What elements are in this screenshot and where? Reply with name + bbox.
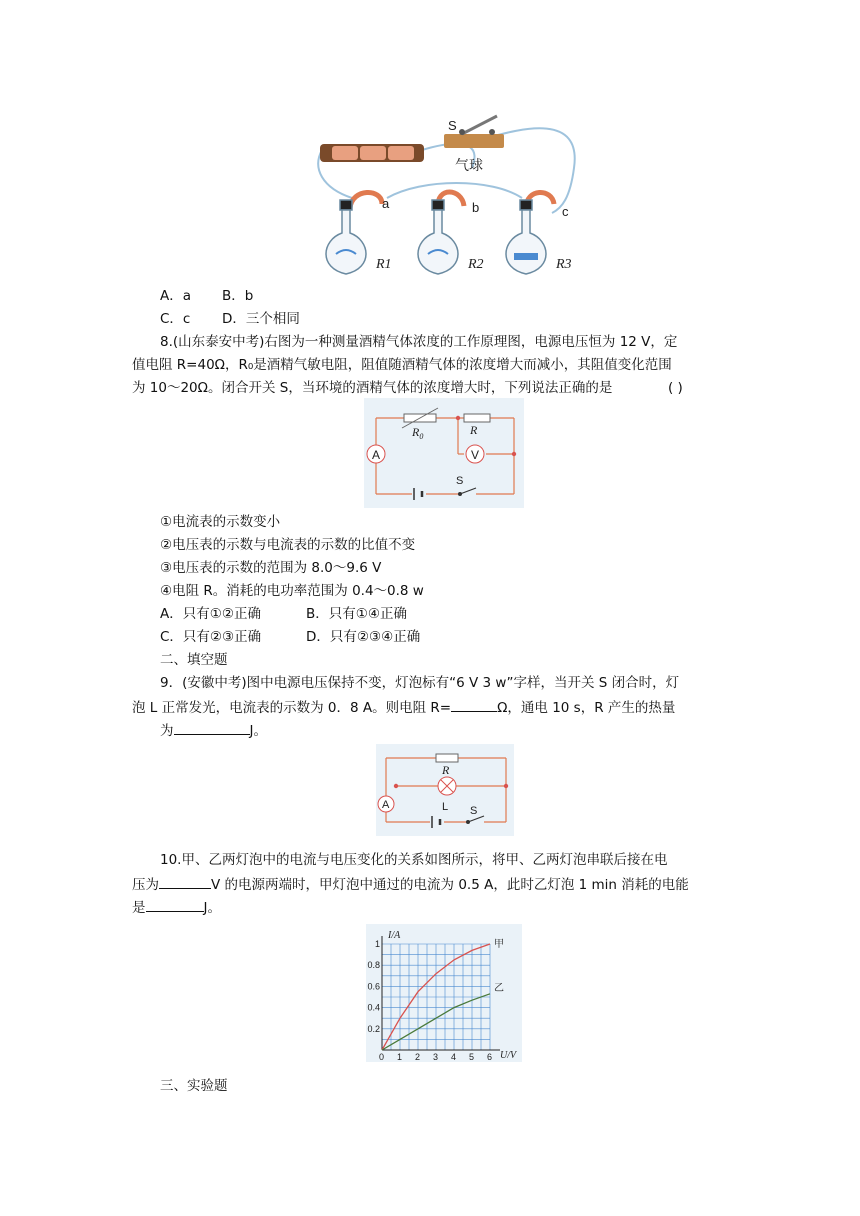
q8-stem-line2: 值电阻 R=40Ω，R₀是酒精气敏电阻，阻值随酒精气体的浓度增大而减小，其阻值变化范围 [132, 357, 672, 373]
q10-stem-line3-b: J。 [203, 900, 221, 916]
x-tick-label: 2 [415, 1052, 421, 1062]
q8-stem-line3: 为 10～20Ω。闭合开关 S，当环境的酒精气体的浓度增大时，下列说法正确的是 [132, 380, 613, 396]
q8-voltmeter-label: V [471, 448, 480, 462]
q8-option-a: A．只有①②正确 [160, 606, 261, 622]
q9-stem-line1: 9．(安徽中考)图中电源电压保持不变，灯泡标有“6 V 3 w”字样，当开关 S 闭合时，灯 [160, 675, 680, 691]
q9-stem-line2-b: Ω，通电 10 s，R 产生的热量 [497, 700, 676, 716]
q10-chart [366, 924, 522, 1062]
q9-ammeter-label: A [382, 799, 390, 811]
q7-figure [312, 108, 582, 280]
q7-option-c: C．c [160, 311, 191, 327]
x-tick-label: 6 [487, 1052, 493, 1062]
q10-stem-line1: 10.甲、乙两灯泡中的电流与电压变化的关系如图所示，将甲、乙两灯泡串联后接在电 [160, 852, 668, 868]
q7-option-b: B．b [222, 288, 254, 304]
q9-switch-label: S [470, 805, 478, 817]
q9-r-label: R [442, 763, 450, 777]
q9-blank-resistance[interactable] [451, 696, 497, 712]
q8-statement-3: ③电压表的示数的范围为 8.0～9.6 V [160, 560, 382, 576]
x-tick-label: 3 [433, 1052, 439, 1062]
q8-answer-bracket: ( ) [668, 380, 683, 396]
q7-switch-label: S [448, 118, 457, 133]
chart-x-axis-label: U/V [500, 1050, 517, 1061]
q8-statement-2: ②电压表的示数与电流表的示数的比值不变 [160, 537, 416, 553]
q9-stem-line3-a: 为 [160, 723, 174, 739]
q8-ammeter-label: A [372, 448, 381, 462]
section-3-heading: 三、实验题 [160, 1078, 228, 1094]
chart-grid [382, 944, 490, 1050]
chart-y-axis-label: I/A [388, 930, 401, 941]
section-2-heading: 二、填空题 [160, 652, 228, 668]
q9-stem-line2-a: 泡 L 正常发光，电流表的示数为 0．8 A。则电阻 R= [132, 700, 452, 716]
x-tick-label: 5 [469, 1052, 475, 1062]
q9-blank-heat[interactable] [174, 719, 250, 735]
q10-stem-line2-a: 压为 [132, 877, 159, 893]
q8-statement-1: ①电流表的示数变小 [160, 514, 281, 530]
y-tick-label: 1 [374, 939, 380, 949]
q8-statement-4: ④电阻 R。消耗的电功率范围为 0.4～0.8 w [160, 583, 424, 599]
y-tick-label: 0.6 [367, 981, 380, 992]
y-tick-label: 0.2 [367, 1023, 380, 1034]
q8-r0-label: $R_0$ [412, 425, 424, 441]
q9-stem-line2 [132, 696, 675, 718]
q7-option-d: D．三个相同 [222, 311, 300, 327]
x-tick-label: 4 [451, 1052, 457, 1062]
q10-blank-voltage[interactable] [159, 873, 211, 889]
q10-blank-energy[interactable] [146, 896, 204, 912]
series-label-yi: 乙 [494, 982, 504, 994]
q9-lamp-label: L [442, 801, 449, 813]
q8-option-c: C．只有②③正确 [160, 629, 262, 645]
q8-option-b: B．只有①④正确 [306, 606, 407, 622]
q7-wire-label-b: b [472, 200, 480, 215]
q9-stem-line3 [160, 719, 267, 741]
x-tick-label: 0 [379, 1052, 385, 1062]
q9-stem-line3-b: J。 [249, 723, 267, 739]
q7-r1-label: R1 [376, 257, 392, 272]
q8-option-d: D．只有②③④正确 [306, 629, 421, 645]
q7-r2-label: R2 [468, 257, 484, 272]
q7-r3-label: R3 [556, 257, 572, 272]
q8-r-label: R [470, 423, 478, 437]
q7-balloon-label: 气球 [455, 158, 483, 174]
series-label-jia: 甲 [494, 939, 504, 950]
q8-switch-label: S [456, 475, 464, 487]
y-tick-label: 0.4 [367, 1002, 380, 1013]
q10-stem-line2-b: V 的电源两端时，甲灯泡中通过的电流为 0.5 A，此时乙灯泡 1 min 消耗的电能 [211, 877, 689, 893]
q10-stem-line2 [132, 873, 689, 895]
q9-circuit-figure [376, 744, 514, 836]
q7-wire-label-c: c [562, 204, 569, 219]
q7-option-a: A．a [160, 288, 192, 304]
q10-stem-line3 [132, 896, 221, 918]
x-tick-label: 1 [397, 1052, 403, 1062]
y-tick-label: 0.8 [367, 960, 380, 971]
q10-stem-line3-a: 是 [132, 900, 146, 916]
q7-wire-label-a: a [382, 196, 390, 211]
q8-circuit-figure [364, 398, 524, 508]
q8-stem-line1: 8.(山东泰安中考)右图为一种测量酒精气体浓度的工作原理图，电源电压恒为 12 V，定 [160, 334, 678, 350]
